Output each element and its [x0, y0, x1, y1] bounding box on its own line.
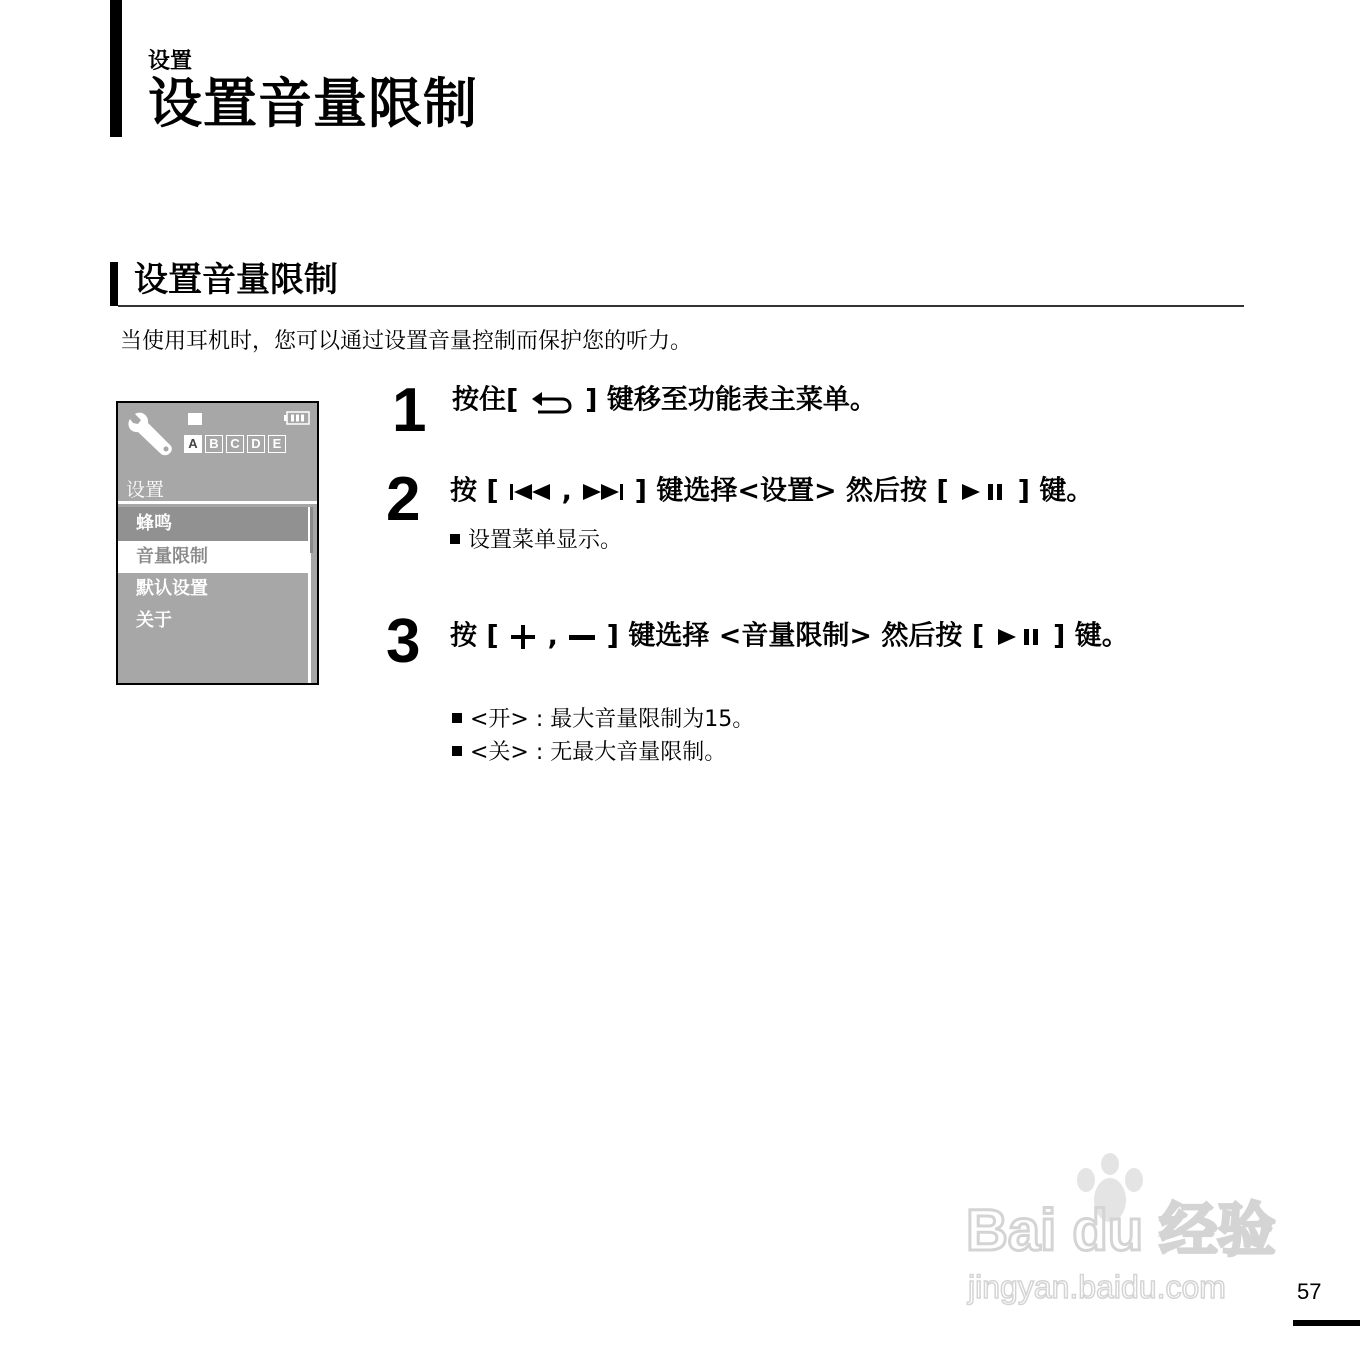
- step-3-note: [452, 704, 754, 736]
- step-2-part: 按 [: [450, 475, 499, 507]
- bullet-icon: [450, 534, 460, 544]
- step-1-part: ] 键移至功能表主菜单。: [585, 384, 877, 416]
- note-text: 设置菜单显示。: [468, 528, 623, 553]
- status-square-icon: [188, 413, 202, 425]
- step-2-part: ] 键。: [1017, 475, 1094, 507]
- screen-divider: [118, 501, 317, 504]
- step-3-note: [452, 737, 726, 769]
- step-3-part: 按 [: [450, 620, 499, 652]
- intro-text: 当使用耳机时，您可以通过设置音量控制而保护您的听力。: [120, 329, 693, 354]
- step-2-part: ] 键选择<设置> 然后按 [: [634, 475, 949, 507]
- note-text: <开> : 最大音量限制为15。: [470, 707, 755, 732]
- step-1-text: [452, 383, 877, 418]
- bullet-icon: [452, 746, 462, 756]
- back-arrow-icon: [528, 386, 576, 416]
- note-text: <关> : 无最大音量限制。: [470, 740, 727, 765]
- plus-icon: [508, 622, 538, 652]
- step-3-part: ] 键。: [1052, 620, 1129, 652]
- wrench-icon: [124, 409, 176, 461]
- mode-letters: [184, 435, 286, 453]
- skip-back-icon: [508, 480, 552, 504]
- screen-menu-item: 蜂鸣: [118, 507, 308, 541]
- play-pause-icon: [994, 625, 1044, 649]
- step-3-number: 3: [386, 607, 421, 676]
- screen-scrollbar-thumb: [310, 507, 313, 553]
- step-2-text: [450, 474, 1093, 509]
- watermark-brand: Bai du 经验: [966, 1198, 1276, 1263]
- step-3-part: ,: [547, 620, 558, 652]
- battery-icon: [284, 411, 310, 425]
- header-bar: [110, 0, 122, 137]
- step-3-part: ] 键选择 <音量限制> 然后按 [: [606, 620, 985, 652]
- play-pause-icon: [958, 480, 1008, 504]
- step-2-note: [450, 525, 622, 557]
- page-number: 57: [1297, 1279, 1322, 1304]
- screen-menu-item-selected: 音量限制: [118, 541, 308, 573]
- letter-d: D: [247, 435, 265, 453]
- screen-menu-item: 默认设置: [136, 578, 208, 599]
- page-title: 设置音量限制: [148, 72, 478, 135]
- device-screen: [116, 401, 319, 685]
- baidu-watermark: [960, 1150, 1280, 1310]
- section-title: 设置音量限制: [134, 260, 338, 300]
- screen-menu: [118, 507, 308, 637]
- letter-c: C: [226, 435, 244, 453]
- watermark-url: jingyan.baidu.com: [968, 1269, 1226, 1305]
- step-1-part: 按住[: [452, 384, 519, 416]
- letter-a: A: [184, 435, 202, 453]
- step-1-number: 1: [392, 376, 427, 445]
- letter-e: E: [268, 435, 286, 453]
- section-rule: [118, 305, 1244, 307]
- minus-icon: [567, 622, 597, 652]
- header-section-label: 设置: [148, 49, 193, 74]
- letter-b: B: [205, 435, 223, 453]
- section-bar: [110, 262, 118, 306]
- skip-forward-icon: [581, 480, 625, 504]
- step-2-part: ,: [561, 475, 572, 507]
- step-2-number: 2: [386, 465, 421, 534]
- page-number-rule: [1293, 1320, 1360, 1326]
- screen-menu-item: 关于: [136, 610, 172, 631]
- screen-title: 设置: [126, 479, 165, 501]
- bullet-icon: [452, 713, 462, 723]
- step-3-text: [450, 619, 1129, 654]
